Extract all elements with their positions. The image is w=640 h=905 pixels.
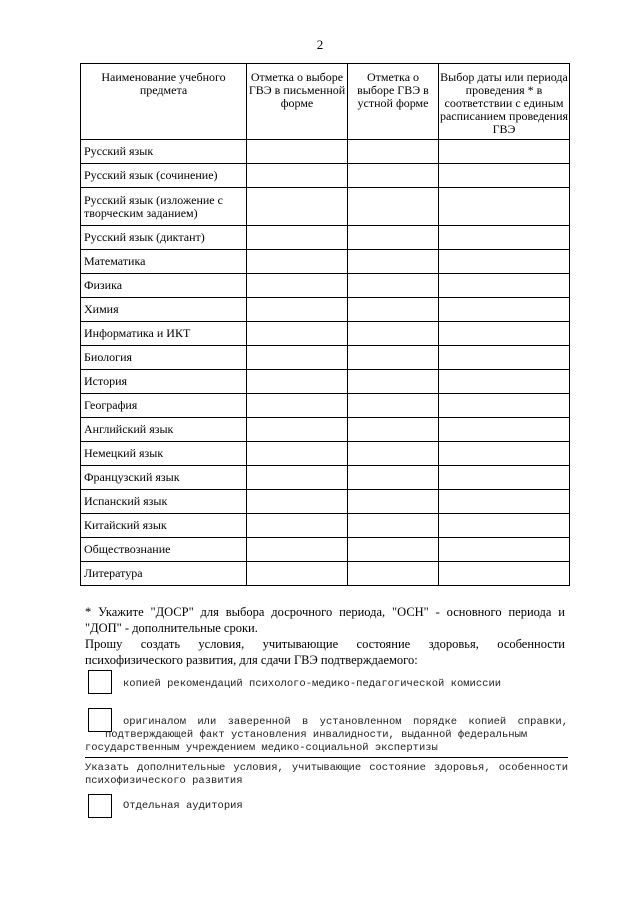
oral-form-cell[interactable] [348, 164, 439, 188]
table-row [81, 442, 570, 466]
written-form-cell[interactable] [247, 514, 348, 538]
subject-name: Обществознание [81, 538, 247, 562]
table-row [81, 140, 570, 164]
request-line: психофизического развития, для сдачи ГВЭ подтверждаемого: [85, 653, 418, 667]
subject-name: Биология [81, 346, 247, 370]
date-selection-cell[interactable] [439, 394, 570, 418]
written-form-cell[interactable] [247, 140, 348, 164]
written-form-cell[interactable] [247, 418, 348, 442]
option-disability [85, 708, 568, 754]
table-row [81, 298, 570, 322]
oral-form-cell[interactable] [348, 140, 439, 164]
written-form-cell[interactable] [247, 322, 348, 346]
oral-form-cell[interactable] [348, 274, 439, 298]
date-selection-cell[interactable] [439, 140, 570, 164]
oral-form-cell[interactable] [348, 466, 439, 490]
table-row [81, 322, 570, 346]
written-form-cell[interactable] [247, 226, 348, 250]
table-row [81, 418, 570, 442]
table-row [81, 188, 570, 226]
oral-form-cell[interactable] [348, 346, 439, 370]
oral-form-cell[interactable] [348, 322, 439, 346]
date-selection-cell[interactable] [439, 418, 570, 442]
additional-conditions-line: психофизического развития [85, 775, 243, 787]
footnote [85, 604, 565, 668]
subjects-table [80, 63, 570, 586]
table-row [81, 562, 570, 586]
subject-name: Русский язык (сочинение) [81, 164, 247, 188]
table-row [81, 164, 570, 188]
oral-form-cell[interactable] [348, 538, 439, 562]
table-row [81, 346, 570, 370]
table-header-row [81, 64, 570, 140]
date-selection-cell[interactable] [439, 322, 570, 346]
written-form-cell[interactable] [247, 164, 348, 188]
option-separate-room [85, 794, 568, 820]
subject-name: Немецкий язык [81, 442, 247, 466]
date-selection-cell[interactable] [439, 298, 570, 322]
header-subject: Наименование учебного предмета [81, 64, 247, 140]
date-selection-cell[interactable] [439, 370, 570, 394]
header-date: Выбор даты или периода проведения * в соответствии с единым расписанием проведения ГВЭ [439, 64, 570, 140]
date-selection-cell[interactable] [439, 442, 570, 466]
subject-name: Русский язык (изложение с творческим заданием) [81, 188, 247, 226]
subject-name: Русский язык (диктант) [81, 226, 247, 250]
date-selection-cell[interactable] [439, 562, 570, 586]
checkbox-pmpk[interactable] [88, 670, 112, 694]
oral-form-cell[interactable] [348, 394, 439, 418]
table-row [81, 370, 570, 394]
date-selection-cell[interactable] [439, 346, 570, 370]
written-form-cell[interactable] [247, 188, 348, 226]
table-row [81, 490, 570, 514]
oral-form-cell[interactable] [348, 562, 439, 586]
date-selection-cell[interactable] [439, 226, 570, 250]
request-line: Прошу создать условия, учитывающие состояние здоровья, особенности [85, 637, 565, 651]
date-selection-cell[interactable] [439, 490, 570, 514]
table-row [81, 226, 570, 250]
subject-name: Русский язык [81, 140, 247, 164]
subject-name: Химия [81, 298, 247, 322]
subject-name: Французский язык [81, 466, 247, 490]
header-written: Отметка о выборе ГВЭ в письменной форме [247, 64, 348, 140]
table-row [81, 274, 570, 298]
oral-form-cell[interactable] [348, 442, 439, 466]
written-form-cell[interactable] [247, 298, 348, 322]
written-form-cell[interactable] [247, 490, 348, 514]
written-form-cell[interactable] [247, 250, 348, 274]
written-form-cell[interactable] [247, 394, 348, 418]
written-form-cell[interactable] [247, 442, 348, 466]
subject-name: Китайский язык [81, 514, 247, 538]
oral-form-cell[interactable] [348, 418, 439, 442]
written-form-cell[interactable] [247, 346, 348, 370]
page-number: 2 [316, 37, 324, 52]
oral-form-cell[interactable] [348, 514, 439, 538]
written-form-cell[interactable] [247, 274, 348, 298]
subject-name: Английский язык [81, 418, 247, 442]
footnote-line: "ДОП" - дополнительные сроки. [85, 621, 258, 635]
oral-form-cell[interactable] [348, 188, 439, 226]
additional-conditions-line: Указать дополнительные условия, учитывающие состояние здоровья, особенности [85, 762, 568, 774]
oral-form-cell[interactable] [348, 490, 439, 514]
divider [85, 757, 568, 758]
written-form-cell[interactable] [247, 466, 348, 490]
subject-name: Литература [81, 562, 247, 586]
table-row [81, 394, 570, 418]
option-separate-room-label: Отдельная аудитория [123, 800, 243, 812]
written-form-cell[interactable] [247, 370, 348, 394]
table-row [81, 250, 570, 274]
table-row [81, 538, 570, 562]
checkbox-separate-room[interactable] [88, 794, 112, 818]
header-oral: Отметка о выборе ГВЭ в устной форме [348, 64, 439, 140]
date-selection-cell[interactable] [439, 274, 570, 298]
subject-name: История [81, 370, 247, 394]
oral-form-cell[interactable] [348, 298, 439, 322]
date-selection-cell[interactable] [439, 514, 570, 538]
written-form-cell[interactable] [247, 538, 348, 562]
oral-form-cell[interactable] [348, 370, 439, 394]
option-pmpk-label: копией рекомендаций психолого-медико-педагогической комиссии [123, 678, 502, 690]
table-row [81, 514, 570, 538]
additional-conditions [85, 762, 568, 790]
subject-name: Информатика и ИКТ [81, 322, 247, 346]
option-pmpk [85, 670, 568, 700]
date-selection-cell[interactable] [439, 164, 570, 188]
table-row [81, 466, 570, 490]
option-disability-line: государственным учреждением медико-социальной экспертизы [85, 742, 438, 754]
option-disability-line: подтверждающей факт установления инвалидности, выданной федеральным [105, 729, 528, 741]
date-selection-cell[interactable] [439, 466, 570, 490]
subject-name: Испанский язык [81, 490, 247, 514]
option-disability-line: оригиналом или заверенной в установленном порядке копией справки, [123, 716, 568, 728]
date-selection-cell[interactable] [439, 188, 570, 226]
subject-name: Математика [81, 250, 247, 274]
oral-form-cell[interactable] [348, 250, 439, 274]
date-selection-cell[interactable] [439, 538, 570, 562]
subject-name: Физика [81, 274, 247, 298]
written-form-cell[interactable] [247, 562, 348, 586]
footnote-line: * Укажите "ДОСР" для выбора досрочного периода, "ОСН" - основного периода и [85, 605, 565, 619]
subject-name: География [81, 394, 247, 418]
date-selection-cell[interactable] [439, 250, 570, 274]
oral-form-cell[interactable] [348, 226, 439, 250]
